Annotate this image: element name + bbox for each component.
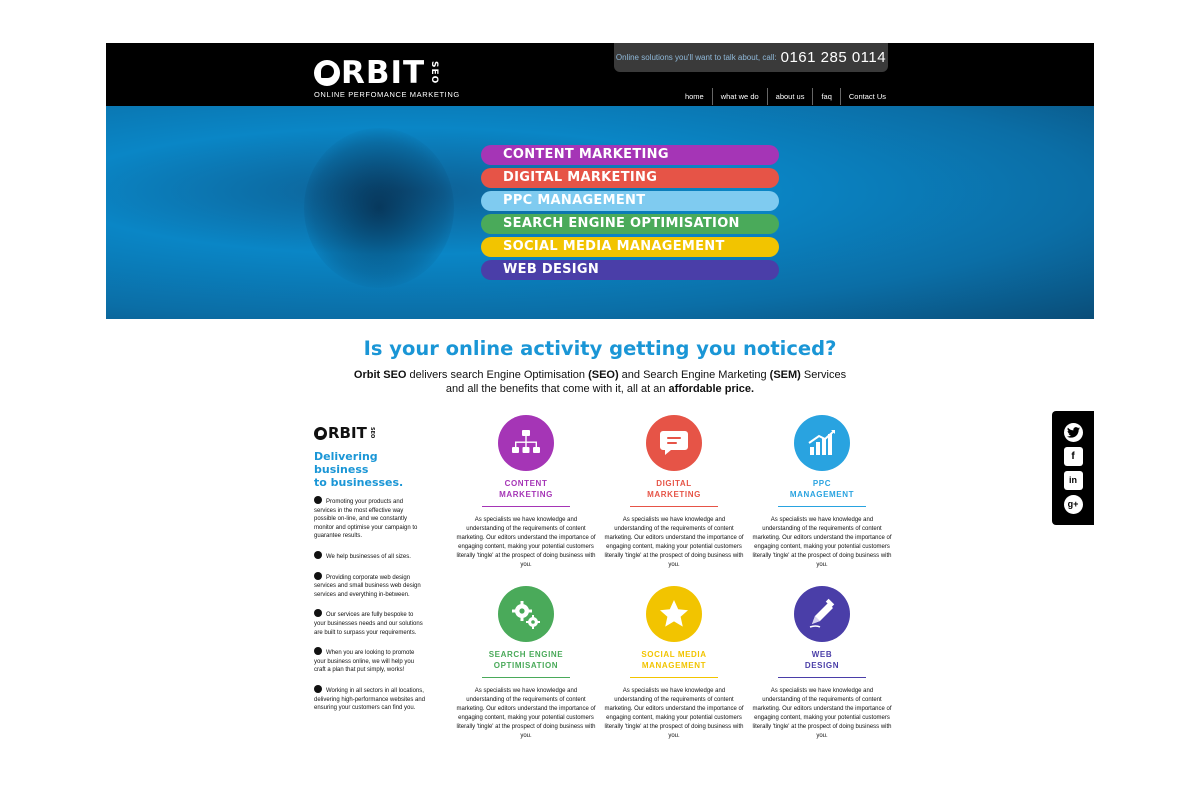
nav-about-us[interactable]: about us: [767, 88, 813, 105]
service-divider: [482, 677, 570, 678]
logo-suffix: SEO: [429, 61, 440, 85]
service-circle: [646, 586, 702, 642]
intro-seo: (SEO): [588, 369, 619, 381]
service-card-web-design[interactable]: [752, 586, 892, 741]
sidebar-heading-line: to businesses.: [314, 476, 404, 489]
hero-pill-social-media[interactable]: SOCIAL MEDIA MANAGEMENT: [481, 237, 779, 257]
intro-brand: Orbit SEO: [353, 369, 407, 381]
service-divider: [778, 677, 866, 678]
service-title: [604, 478, 744, 500]
service-card-ppc-management[interactable]: [752, 415, 892, 570]
service-title: [456, 478, 596, 500]
sidebar: [314, 424, 426, 713]
bullet-icon: [314, 609, 322, 617]
service-circle: [498, 586, 554, 642]
linkedin-icon[interactable]: in: [1064, 471, 1083, 490]
service-description: As specialists we have knowledge and understanding of the requirements of content marketing. Our editors understand the importance of engaging content, making your potential customers literally 'tingle' at the prospect of doing business with you.: [752, 517, 892, 568]
service-title-line: PPC: [812, 479, 832, 488]
service-title-line: SOCIAL MEDIA: [641, 650, 707, 659]
hero-pill-ppc-management[interactable]: PPC MANAGEMENT: [481, 191, 779, 211]
sidebar-bullet: [314, 551, 426, 562]
sidebar-bullet: [314, 685, 426, 713]
bar-chart-icon: [806, 427, 838, 459]
bullet-icon: [314, 647, 322, 655]
service-circle: [646, 415, 702, 471]
phone-number[interactable]: 0161 285 0114: [780, 49, 887, 66]
intro-affordable: affordable price.: [668, 383, 755, 395]
google-plus-icon[interactable]: g+: [1064, 495, 1083, 514]
sidebar-logo-wordmark: RBIT: [328, 424, 367, 442]
intro-heading: Is your online activity getting you noticed?: [363, 337, 837, 360]
service-title-line: WEB: [811, 650, 833, 659]
sidebar-heading-line: Delivering: [314, 450, 378, 463]
speech-bubble-icon: [658, 427, 690, 459]
hero-pill-web-design[interactable]: WEB DESIGN: [481, 260, 779, 280]
service-divider: [630, 677, 718, 678]
hero-pill-content-marketing[interactable]: CONTENT MARKETING: [481, 145, 779, 165]
service-description: As specialists we have knowledge and understanding of the requirements of content marketing. Our editors understand the importance of engaging content, making your potential customers literally 'tingle' at the prospect of doing business with you.: [604, 688, 744, 739]
sidebar-logo-suffix: SEO: [368, 427, 375, 439]
nav-faq[interactable]: faq: [812, 88, 839, 105]
sidebar-bullet: [314, 572, 426, 600]
logo-orbit-icon: [314, 60, 340, 86]
service-title: [752, 478, 892, 500]
service-divider: [482, 506, 570, 507]
bullet-icon: [314, 496, 322, 504]
site: [106, 43, 1094, 319]
service-title-line: DIGITAL: [656, 479, 692, 488]
service-title-line: OPTIMISATION: [493, 661, 559, 670]
bullet-text: Working in all sectors in all locations, delivering high-performance websites and ensuring your customers can find you.: [314, 687, 426, 712]
service-description: As specialists we have knowledge and understanding of the requirements of content marketing. Our editors understand the importance of engaging content, making your potential customers literally 'tingle' at the prospect of doing business with you.: [604, 517, 744, 568]
service-card-content-marketing[interactable]: [456, 415, 596, 570]
service-title-line: MANAGEMENT: [789, 490, 855, 499]
sidebar-logo: [314, 424, 426, 442]
bullet-text: We help businesses of all sizes.: [326, 553, 411, 560]
service-description: As specialists we have knowledge and understanding of the requirements of content marketing. Our editors understand the importance of engaging content, making your potential customers literally 'tingle' at the prospect of doing business with you.: [456, 517, 596, 568]
social-links: [1052, 411, 1094, 525]
nav-what-we-do[interactable]: what we do: [712, 88, 767, 105]
sitemap-icon: [510, 427, 542, 459]
intro-text-part: and all the benefits that come with it, all at an: [445, 383, 669, 395]
service-title-line: DESIGN: [804, 661, 840, 670]
service-title-line: MANAGEMENT: [641, 661, 707, 670]
intro-section: [0, 337, 1200, 396]
bullet-text: When you are looking to promote your business online, we will help you craft a plan that put simply, works!: [314, 650, 415, 674]
intro-text-part: and Search Engine Marketing: [618, 369, 770, 381]
service-title-line: MARKETING: [499, 490, 553, 499]
sidebar-heading-line: business: [314, 463, 369, 476]
sidebar-orbit-icon: [314, 427, 327, 440]
service-circle: [794, 586, 850, 642]
gears-icon: [510, 598, 542, 630]
service-circle: [498, 415, 554, 471]
logo-tagline: ONLINE PERFOMANCE MARKETING: [314, 90, 460, 99]
service-card-seo[interactable]: [456, 586, 596, 741]
bullet-text: Our services are fully bespoke to your businesses needs and our solutions are built to surpass your requirements.: [314, 612, 423, 636]
intro-text-part: delivers search Engine Optimisation: [406, 369, 589, 381]
service-title-line: CONTENT: [504, 479, 548, 488]
bullet-icon: [314, 572, 322, 580]
service-description: As specialists we have knowledge and understanding of the requirements of content marketing. Our editors understand the importance of engaging content, making your potential customers literally 'tingle' at the prospect of doing business with you.: [456, 688, 596, 739]
service-divider: [778, 506, 866, 507]
bullet-icon: [314, 685, 322, 693]
service-card-digital-marketing[interactable]: [604, 415, 744, 570]
pen-icon: [806, 598, 838, 630]
header: [106, 43, 1094, 106]
service-title: [752, 649, 892, 671]
twitter-bird-icon: [1067, 427, 1080, 438]
hero-pill-digital-marketing[interactable]: DIGITAL MARKETING: [481, 168, 779, 188]
nav-home[interactable]: home: [684, 92, 704, 101]
sidebar-bullet: [314, 496, 426, 541]
intro-sem: (SEM): [769, 369, 801, 381]
hero-service-list: [481, 145, 779, 283]
service-circle: [794, 415, 850, 471]
service-title: [456, 649, 596, 671]
facebook-icon[interactable]: f: [1064, 447, 1083, 466]
twitter-icon[interactable]: [1064, 423, 1083, 442]
hero-orbit-silhouette: [304, 128, 454, 288]
bullet-icon: [314, 551, 322, 559]
bullet-text: Providing corporate web design services and small business web design services and everything in-between.: [314, 574, 421, 598]
intro-text: [0, 368, 1200, 396]
service-description: As specialists we have knowledge and understanding of the requirements of content marketing. Our editors understand the importance of engaging content, making your potential customers literally 'tingle' at the prospect of doing business with you.: [752, 688, 892, 739]
main-nav: [677, 88, 894, 105]
sidebar-bullet: [314, 609, 426, 637]
call-lead: Online solutions you'll want to talk about, call:: [615, 53, 777, 62]
site-logo[interactable]: [314, 57, 460, 99]
service-title-line: SEARCH ENGINE: [488, 650, 564, 659]
service-card-social-media[interactable]: [604, 586, 744, 741]
intro-text-part: Services: [800, 369, 847, 381]
bullet-text: Promoting your products and services in the most effective way possible on-line, and we constantly monitor and optimise your campaign to guarantee results.: [314, 499, 418, 540]
sidebar-bullet: [314, 647, 426, 675]
call-box: [614, 43, 888, 72]
service-title: [604, 649, 744, 671]
logo-wordmark-row: [314, 57, 460, 89]
hero-pill-seo[interactable]: SEARCH ENGINE OPTIMISATION: [481, 214, 779, 234]
star-icon: [658, 598, 690, 630]
sidebar-heading: [314, 450, 426, 489]
service-title-line: MARKETING: [647, 490, 701, 499]
nav-contact-us[interactable]: Contact Us: [840, 88, 894, 105]
hero-banner: [106, 106, 1094, 319]
service-divider: [630, 506, 718, 507]
logo-wordmark: RBIT: [341, 55, 426, 91]
